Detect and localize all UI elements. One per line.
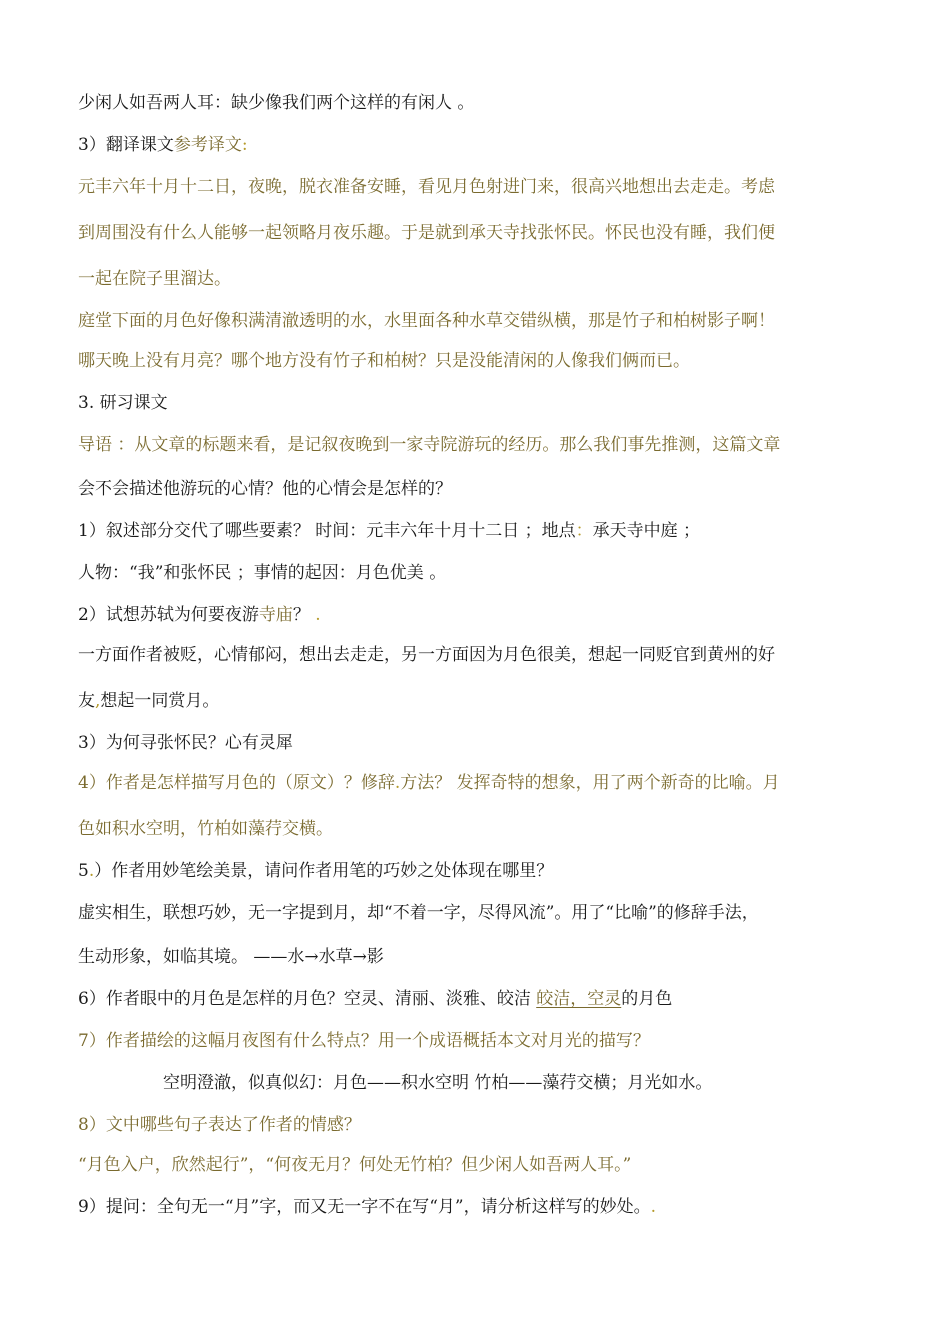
text-line: 3）翻译课文参考译文: bbox=[78, 135, 248, 155]
text-line: 庭堂下面的月色好像积满清澈透明的水，水里面各种水草交错纵横，那是竹子和柏树影子啊！ bbox=[78, 311, 775, 331]
text-line: 2）试想苏轼为何要夜游寺庙？ . bbox=[78, 605, 321, 625]
text-line: 空明澄澈，似真似幻：月色——积水空明 竹柏——藻荇交横；月光如水。 bbox=[163, 1073, 713, 1093]
text-line: 导语 ：从文章的标题来看，是记叙夜晚到一家寺院游玩的经历。那么我们事先推测，这篇文章 bbox=[78, 435, 781, 455]
text-line: 生动形象，如临其境。 ——水→水草→影 bbox=[78, 947, 384, 967]
section-heading: 3. 研习课文 bbox=[78, 393, 168, 413]
text-line: 8）文中哪些句子表达了作者的情感？ bbox=[78, 1115, 361, 1135]
text-line: 9）提问：全句无一“月”字，而又无一字不在写“月”，请分析这样写的妙处。. bbox=[78, 1197, 656, 1217]
text-line: 哪天晚上没有月亮？哪个地方没有竹子和柏树？只是没能清闲的人像我们俩而已。 bbox=[78, 351, 690, 371]
text-line: 色如积水空明，竹柏如藻荇交横。 bbox=[78, 819, 333, 839]
text-line: 5.）作者用妙笔绘美景，请问作者用笔的巧妙之处体现在哪里？ bbox=[78, 861, 554, 881]
text-line: 友,想起一同赏月。 bbox=[78, 691, 220, 711]
text-line: 1）叙述部分交代了哪些要素？ 时间：元丰六年十月十二日 ；地点：承天寺中庭 ； bbox=[78, 521, 701, 541]
text-line: 到周围没有什么人能够一起领略月夜乐趣。于是就到承天寺找张怀民。怀民也没有睡，我们便 bbox=[78, 223, 775, 243]
text-line: 少闲人如吾两人耳：缺少像我们两个这样的有闲人 。 bbox=[78, 93, 475, 113]
text-line: “月色入户，欣然起行”，“何夜无月？何处无竹柏？但少闲人如吾两人耳。” bbox=[78, 1155, 632, 1175]
text-line: 4）作者是怎样描写月色的（原文）？修辞.方法？ 发挥奇特的想象，用了两个新奇的比喻。月 bbox=[78, 773, 780, 793]
text-line: 一起在院子里溜达。 bbox=[78, 269, 231, 289]
text-line: 会不会描述他游玩的心情？他的心情会是怎样的？ bbox=[78, 479, 452, 499]
text-line: 虚实相生，联想巧妙，无一字提到月，却“不着一字，尽得风流”。用了“比喻”的修辞手法， bbox=[78, 903, 759, 923]
text-line: 7）作者描绘的这幅月夜图有什么特点？用一个成语概括本文对月光的描写？ bbox=[78, 1031, 650, 1051]
text-line: 人物：“我”和张怀民 ；事情的起因：月色优美 。 bbox=[78, 563, 447, 583]
text-line: 3）为何寻张怀民？心有灵犀 bbox=[78, 733, 293, 753]
text-line: 一方面作者被贬，心情郁闷，想出去走走，另一方面因为月色很美，想起一同贬官到黄州的好 bbox=[78, 645, 775, 665]
text-line: 元丰六年十月十二日，夜晚，脱衣准备安睡，看见月色射进门来，很高兴地想出去走走。考虑 bbox=[78, 177, 775, 197]
text-line: 6）作者眼中的月色是怎样的月色？空灵、清丽、淡雅、皎洁 皎洁，空灵的月色 bbox=[78, 989, 673, 1009]
underlined-answer: 皎洁，空灵 bbox=[536, 989, 622, 1009]
